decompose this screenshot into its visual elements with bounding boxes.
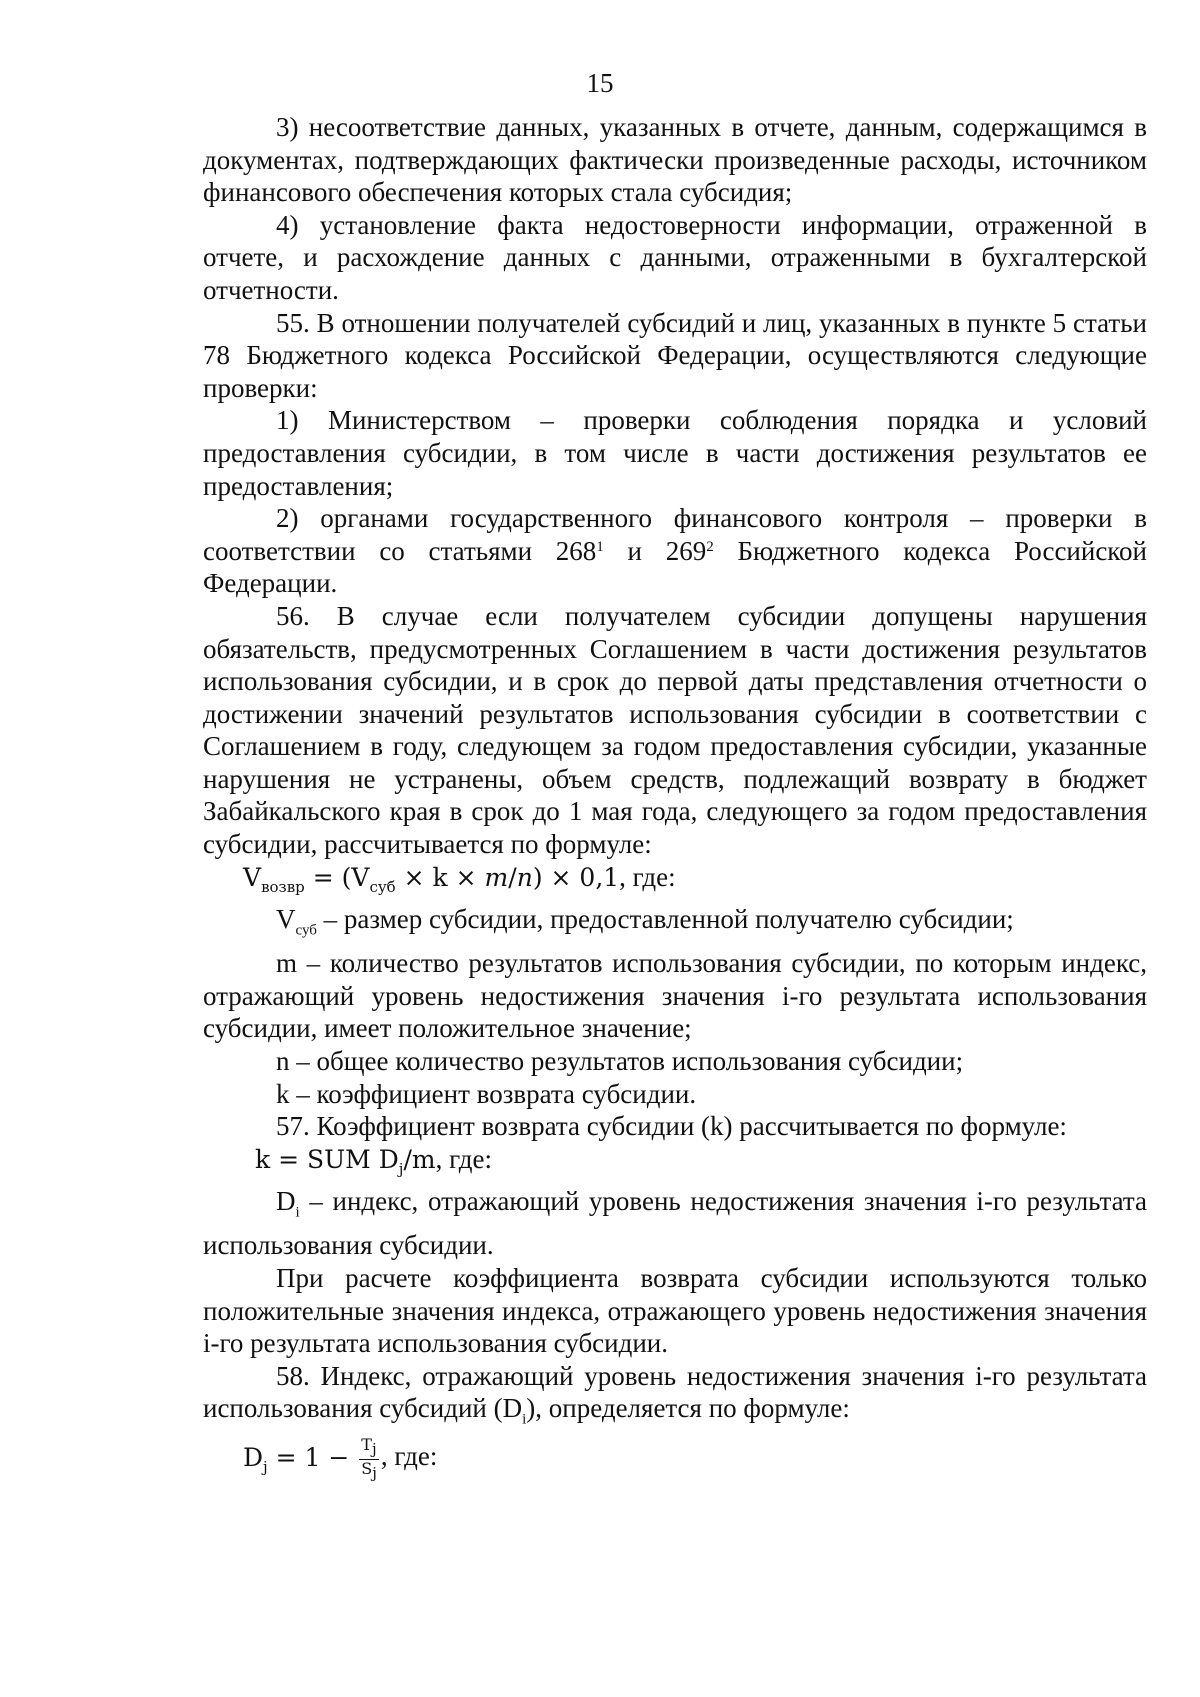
formula-symbol: × k × bbox=[395, 862, 485, 892]
fraction-denominator bbox=[359, 1460, 379, 1482]
formula-index bbox=[203, 1436, 1147, 1483]
definition-n: n – общее количество результатов использования субсидии; bbox=[276, 1046, 964, 1077]
formula-refund-volume bbox=[203, 861, 1147, 904]
paragraph-58 bbox=[203, 1360, 1147, 1437]
definition-k: k – коэффициент возврата субсидии. bbox=[276, 1078, 697, 1109]
formula-subscript: j bbox=[372, 1463, 377, 1482]
paragraph-55: 55. В отношении получателей субсидий и лиц, указанных в пункте 5 статьи 78 Бюджетного кодекса Российской Федерации, осуществляются следующие проверки: bbox=[203, 307, 1147, 403]
definition-m: m – количество результатов использования субсидии, по которым индекс, отражающий уровень недостижения значения i-го результата использования субсидии, имеет положительное значение; bbox=[203, 948, 1147, 1044]
definition-text: – размер субсидии, предоставленной получателю субсидии; bbox=[316, 904, 1014, 935]
paragraph-55-item-1: 1) Министерством – проверки соблюдения порядка и условий предоставления субсидии, в том числе в части достижения результатов ее предоставления; bbox=[203, 405, 1147, 501]
paragraph-55-item-2 bbox=[203, 502, 1147, 600]
definition-symbol: V bbox=[276, 904, 296, 935]
formula-where: , где: bbox=[380, 1441, 438, 1472]
document-body bbox=[203, 111, 1147, 1483]
formula-symbol: n bbox=[516, 862, 533, 892]
definition-d-i bbox=[203, 1185, 1147, 1262]
definition-v-sub bbox=[203, 903, 1147, 947]
formula-refund-coefficient bbox=[203, 1143, 1147, 1186]
paragraph-subscript: i bbox=[522, 1411, 527, 1428]
paragraph-text: 2) органами государственного финансового контроля – проверки в соответствии со статьями 268 bbox=[203, 503, 1147, 566]
definition-subscript: i bbox=[295, 1204, 300, 1221]
paragraph-text: Бюджетного кодекса Российской Федерации. bbox=[203, 535, 1148, 599]
formula-symbol: V bbox=[243, 862, 262, 892]
formula-subscript: j bbox=[398, 1159, 404, 1178]
formula-symbol: k = SUM D bbox=[255, 1144, 399, 1174]
superscript: 1 bbox=[596, 538, 604, 555]
superscript: 2 bbox=[706, 538, 714, 555]
formula-symbol: /m bbox=[403, 1144, 436, 1174]
definition-symbol: D bbox=[276, 1186, 296, 1217]
paragraph-56: 56. В случае если получателем субсидии допущены нарушения обязательств, предусмотренных Соглашением в части достижения результатов использования субсидии, и в срок до первой даты представления отчетности о достижении значений результатов использования субсидии в соответствии с Соглашением в году, следующем за годом предоставления субсидии, указанные нарушения не устранены, объем средств, подлежащий возврату в бюджет Забайкальского края в срок до 1 мая года, следующего за годом предоставления субсидии, рассчитывается по формуле: bbox=[203, 600, 1147, 860]
formula-symbol: = (V bbox=[304, 862, 370, 892]
formula-subscript: j bbox=[371, 1440, 377, 1459]
formula-symbol: / bbox=[508, 862, 517, 892]
definition-text: – индекс, отражающий уровень недостижения значения i-го результата использования субсидии. bbox=[203, 1186, 1147, 1261]
paragraph-text: ), определяется по формуле: bbox=[526, 1393, 850, 1424]
fraction-numerator bbox=[359, 1436, 379, 1459]
paragraph-text: 58. Индекс, отражающий уровень недостижения значения i-го результата использования субсидий (D bbox=[203, 1360, 1147, 1424]
formula-where: , где: bbox=[619, 861, 676, 892]
paragraph-item-3: 3) несоответствие данных, указанных в отчете, данным, содержащимся в документах, подтверждающих фактически произведенные расходы, источником финансового обеспечения которых стала субсидия; bbox=[203, 112, 1147, 208]
formula-symbol: T bbox=[361, 1435, 372, 1455]
formula-where: , где: bbox=[435, 1143, 493, 1174]
formula-symbol: = 1 − bbox=[267, 1442, 358, 1472]
formula-symbol: S bbox=[361, 1458, 373, 1478]
paragraph-text: и 269 bbox=[603, 535, 707, 566]
formula-subscript: возвр bbox=[261, 877, 305, 896]
definition-subscript: суб bbox=[295, 922, 317, 939]
formula-symbol: m bbox=[484, 862, 509, 892]
formula-symbol: D bbox=[243, 1442, 264, 1472]
paragraph-positive-values-note: При расчете коэффициента возврата субсидии используются только положительные значения индекса, отражающего уровень недостижения значения i-го результата использования субсидии. bbox=[203, 1262, 1147, 1359]
formula-symbol: ) × 0,1 bbox=[532, 862, 620, 892]
paragraph-57: 57. Коэффициент возврата субсидии (k) рассчитывается по формуле: bbox=[276, 1111, 1067, 1142]
formula-subscript: j bbox=[263, 1457, 268, 1476]
paragraph-item-4: 4) установление факта недостоверности информации, отраженной в отчете, и расхождение данных с данными, отраженными в бухгалтерской отчетности. bbox=[203, 209, 1147, 305]
formula-fraction bbox=[359, 1436, 379, 1481]
formula-subscript: суб bbox=[369, 877, 396, 896]
page-number: 15 bbox=[586, 68, 614, 98]
